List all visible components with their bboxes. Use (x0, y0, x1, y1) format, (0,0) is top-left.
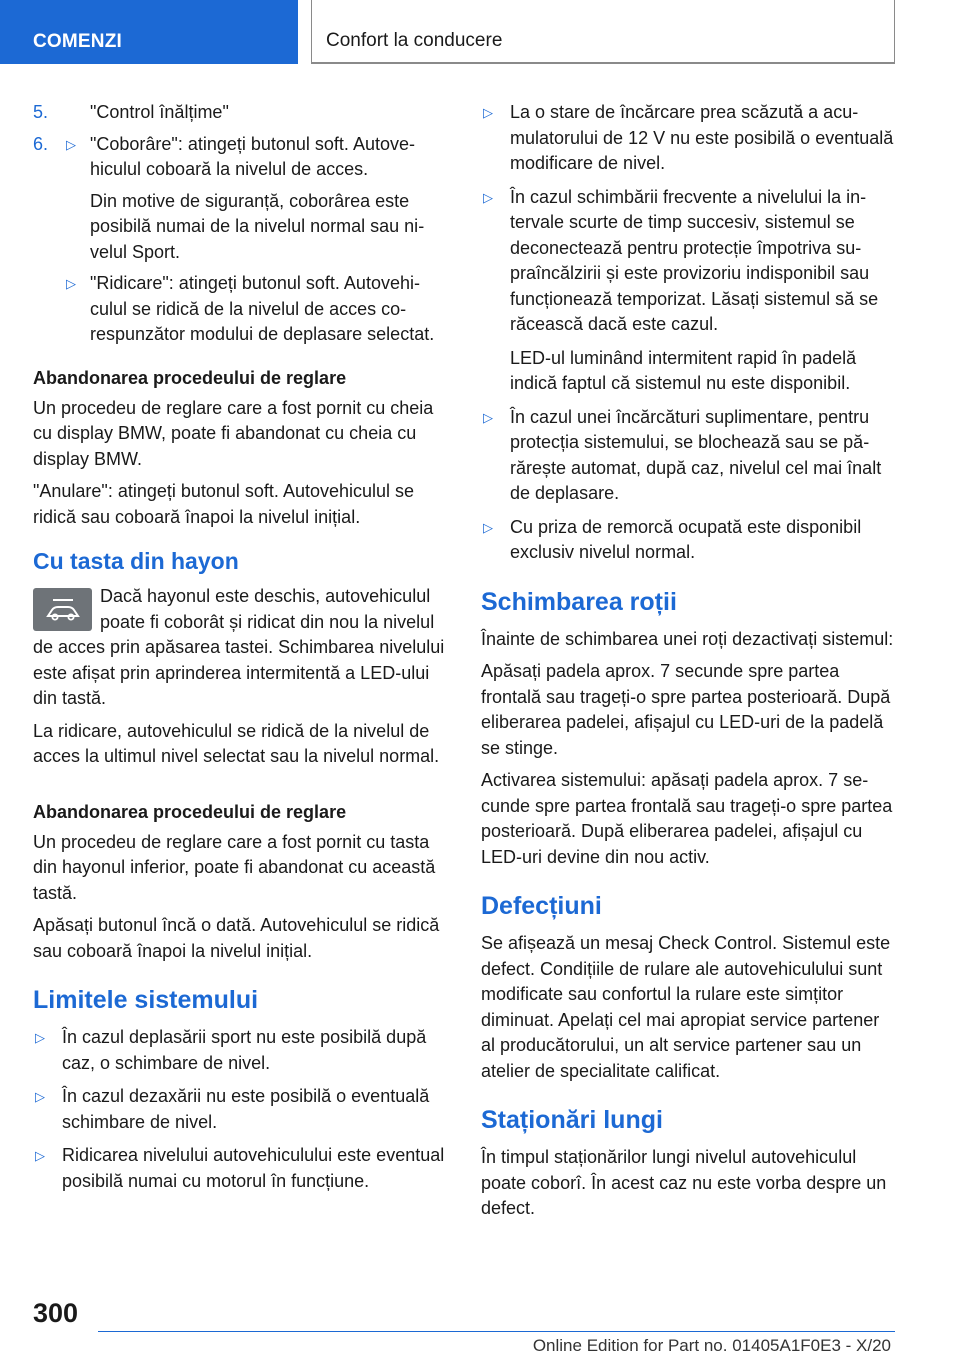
left-column (33, 100, 449, 1202)
right-column (481, 100, 895, 1229)
list-bullet (481, 185, 895, 338)
list-item-5 (33, 100, 449, 126)
item-text: "Coborâre": atingeți butonul soft. Autovehiculul coboară la nivelul de acces. (90, 133, 415, 179)
section-heading: Defecțiuni (481, 892, 602, 920)
item-note: Din motive de siguranță, coborârea este posibilă numai de la nivelul normal sau nivelul Sport. (90, 190, 425, 262)
bullet-text: La o stare de încărcare prea scăzută a acumulatorului de 12 V nu este posibilă o eventuală modificare de nivel. (510, 102, 894, 173)
chapter-tab: Confort la conducere (311, 0, 895, 64)
list-item-6 (33, 132, 449, 183)
footer-divider (98, 1331, 895, 1332)
bullet-text: Cu priza de remorcă ocupată este disponibil exclusiv nivelul normal. (510, 516, 862, 562)
paragraph: Un procedeu de reglare care a fost pornit cu tasta din hayonul inferior, poate fi abandonat cu această tastă. (33, 831, 436, 903)
triangle-right-icon: ▷ (483, 519, 493, 535)
triangle-right-icon: ▷ (66, 276, 76, 291)
paragraph-text: Dacă hayonul este deschis, autovehiculul poate fi coborât și ridicat din nou la nivelul de acces prin apăsarea tastei. Schimbarea nivelului este afișat prin aprinderea intermitentă a LED-ului din tastă. (33, 586, 445, 708)
section-heading: Staționări lungi (481, 1106, 663, 1134)
paragraph-with-icon (33, 584, 449, 712)
triangle-right-icon: ▷ (35, 1030, 45, 1045)
list-bullet (33, 271, 449, 348)
section-heading: Limitele sistemului (33, 986, 259, 1014)
bullet-note: LED-ul luminând intermitent rapid în padelă indică faptul că sistemul nu este disponibil. (510, 347, 857, 393)
bullet-text: În cazul schimbării frecvente a nivelului la intervale scurte de timp succesiv, sistemul se deconectează pentru protecție împotriva supraîncălzirii și este provizoriu indisponibil sau funcționează temporizat. Lăsați sistemul să se răcească dacă este cazul. (510, 186, 879, 334)
list-bullet (481, 100, 895, 177)
bullet-text: În cazul unei încărcături suplimentare, pentru protecția sistemului, se blochează sau se părărește automat, după caz, nivelul cel mai înalt de deplasare. (510, 406, 882, 503)
triangle-right-icon: ▷ (483, 189, 493, 205)
paragraph: Se afișează un mesaj Check Control. Sistemul este defect. Condițiile de rulare ale autovehiculului sunt modificate sau confortul la rulare este simțitor diminuat. Apelați cel mai apropiat service partener al producătorului, un alt service partener sau un atelier de specialitate calificat. (481, 933, 891, 1081)
triangle-right-icon: ▷ (483, 105, 493, 120)
item-text: "Control înălțime" (90, 102, 229, 122)
paragraph: Apăsați butonul încă o dată. Autovehiculul se ridică sau coboară înapoi la nivelul inițial. (33, 915, 440, 961)
page-number: 300 (33, 1298, 79, 1328)
triangle-right-icon: ▷ (483, 409, 493, 425)
triangle-right-icon: ▷ (35, 1148, 45, 1163)
paragraph: Înainte de schimbarea unei roți dezactivați sistemul: (481, 628, 894, 649)
triangle-right-icon: ▷ (66, 136, 76, 152)
bullet-text: "Ridicare": atingeți butonul soft. Autovehiculul se ridică de la nivelul de acces corespunzător modului de deplasare selectat. (90, 273, 435, 344)
item-number: 5. (33, 102, 49, 122)
paragraph: Apăsați padela aprox. 7 secunde spre partea frontală sau trageți-o spre partea posterioară. După eliberarea padelei, afișajul cu LED-uri de la padelă se stinge. (481, 661, 891, 758)
paragraph: Un procedeu de reglare care a fost pornit cu cheia cu display BMW, poate fi abandonat cu cheia cu display BMW. (33, 397, 434, 469)
subheading: Abandonarea procedeului de reglare (33, 367, 347, 388)
subheading: Abandonarea procedeului de reglare (33, 801, 347, 822)
bullet-text: În cazul dezaxării nu este posibilă o eventuală schimbare de nivel. (62, 1086, 430, 1132)
item-number: 6. (33, 133, 49, 154)
list-bullet (33, 1025, 449, 1076)
paragraph: Activarea sistemului: apăsați padela aprox. 7 secunde spre partea frontală sau trageți-o spre partea posterioară. După eliberarea padelei, afișajul cu LED-uri devine din nou activ. (481, 770, 893, 867)
triangle-right-icon: ▷ (35, 1089, 45, 1104)
list-bullet (481, 405, 895, 507)
section-heading: Schimbarea roții (481, 587, 677, 616)
section-tab: COMENZI (0, 0, 298, 64)
paragraph: În timpul staționărilor lungi nivelul autovehiculul poate coborî. În acest caz nu este vorba despre un defect. (481, 1147, 887, 1218)
section-heading: Cu tasta din hayon (33, 548, 239, 574)
footer-edition: Online Edition for Part no. 01405A1F0E3 - X/20 (532, 1336, 891, 1355)
paragraph: La ridicare, autovehiculul se ridică de la nivelul de acces la ultimul nivel selectat sau la nivelul normal. (33, 720, 440, 766)
paragraph: "Anulare": atingeți butonul soft. Autovehiculul se ridică sau coboară înapoi la nivelul inițial. (33, 481, 415, 527)
bullet-text: Ridicarea nivelului autovehiculului este eventual posibilă numai cu motorul în funcțiune. (62, 1145, 445, 1191)
car-lowering-icon (33, 588, 92, 631)
list-bullet (33, 1143, 449, 1194)
list-bullet (481, 515, 895, 566)
bullet-text: În cazul deplasării sport nu este posibilă după caz, o schimbare de nivel. (62, 1027, 427, 1073)
list-bullet (33, 1084, 449, 1135)
